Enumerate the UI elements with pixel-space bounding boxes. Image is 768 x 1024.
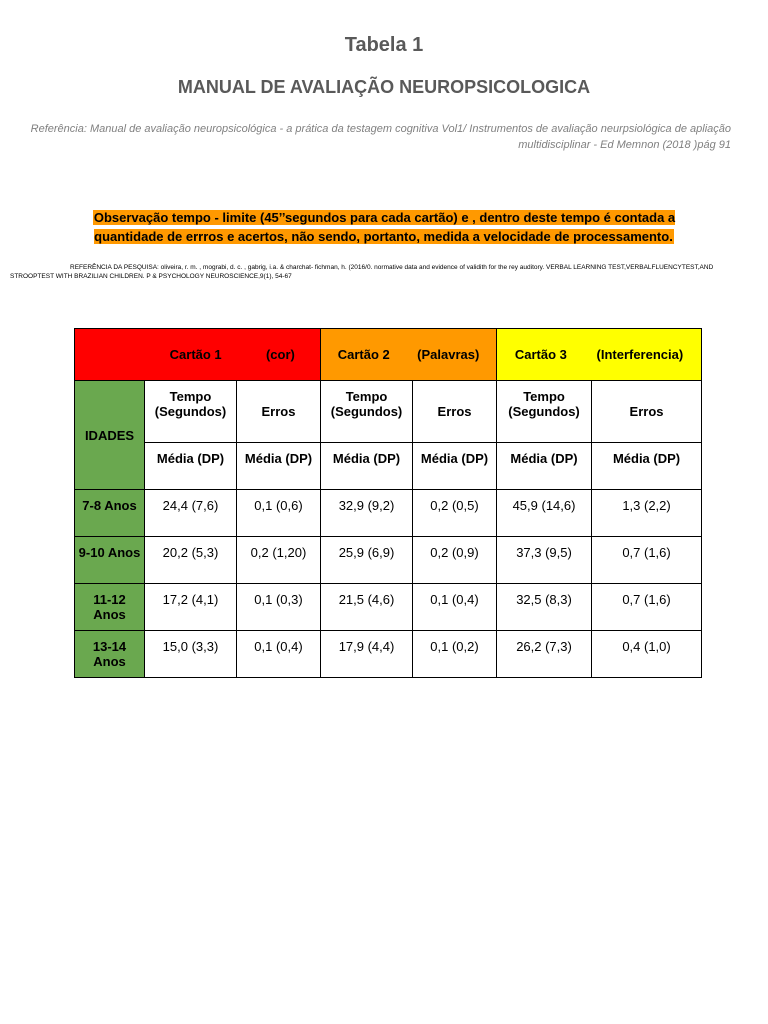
card1-header: [145, 329, 321, 381]
manual-title: MANUAL DE AVALIAÇÃO NEUROPSICOLOGICA: [177, 77, 591, 97]
observation-note: [62, 208, 706, 246]
value-cell: 21,5 (4,6): [321, 584, 413, 631]
observation-text: Observação tempo - limite (45’’segundos para cada cartão) e , dentro deste tempo é contada a quantidade de errros e acertos, não sendo, portanto, medida a velocidade de processamento.: [93, 210, 676, 244]
value-cell: 0,1 (0,4): [237, 631, 321, 678]
card2-name: Cartão 2: [337, 347, 390, 362]
value-cell: 0,2 (1,20): [237, 537, 321, 584]
manual-reference: Referência: Manual de avaliação neuropsicológica - a prática da testagem cognitiva Vol1/ Instrumentos de avaliação neurpsiológica de apliação multidisciplinar - Ed Memnon (2018 )pág 91: [30, 123, 731, 151]
value-cell: 25,9 (6,9): [321, 537, 413, 584]
card3-errors-header: Erros: [592, 381, 702, 443]
value-cell: 17,9 (4,4): [321, 631, 413, 678]
value-cell: 15,0 (3,3): [145, 631, 237, 678]
age-group-cell: 7-8 Anos: [75, 490, 145, 537]
value-cell: 0,7 (1,6): [592, 584, 702, 631]
norms-table: [74, 328, 702, 678]
value-cell: 0,4 (1,0): [592, 631, 702, 678]
card2-time-header: Tempo (Segundos): [321, 381, 413, 443]
value-cell: 32,5 (8,3): [497, 584, 592, 631]
value-cell: 0,1 (0,2): [413, 631, 497, 678]
card1-name: Cartão 1: [169, 347, 222, 362]
card1-type: (cor): [265, 347, 295, 362]
card2-errors-stat: Média (DP): [413, 443, 497, 490]
card3-header: [497, 329, 702, 381]
card-header-row: [75, 329, 702, 381]
age-group-cell: 13-14 Anos: [75, 631, 145, 678]
card1-errors-header: Erros: [237, 381, 321, 443]
card2-errors-header: Erros: [413, 381, 497, 443]
research-reference: REFERÊNCIA DA PESQUISA: oliveira, r. m. , mograbi, d. c. , gabrig, i.a. & charchat- fichman, h. (2016/0. normative data and evidence of validith for the rey auditory. VERBAL LEARNING TEST,VERBALFLUENCYTEST,AND STROOPTEST WITH BRAZILIAN CHILDREN. P & PSYCHOLOGY NEUROSCIENCE,9(1), 54-67: [10, 264, 714, 280]
value-cell: 1,3 (2,2): [592, 490, 702, 537]
card3-type: (Interferencia): [596, 347, 684, 362]
card3-time-stat: Média (DP): [497, 443, 592, 490]
value-cell: 17,2 (4,1): [145, 584, 237, 631]
card2-time-stat: Média (DP): [321, 443, 413, 490]
card-header-corner: [75, 329, 145, 381]
card3-errors-stat: Média (DP): [592, 443, 702, 490]
stat-header-row: [75, 443, 702, 490]
value-cell: 0,2 (0,9): [413, 537, 497, 584]
value-cell: 0,1 (0,3): [237, 584, 321, 631]
value-cell: 0,1 (0,6): [237, 490, 321, 537]
age-group-cell: 9-10 Anos: [75, 537, 145, 584]
table-row: [75, 584, 702, 631]
card3-time-header: Tempo (Segundos): [497, 381, 592, 443]
value-cell: 32,9 (9,2): [321, 490, 413, 537]
table-row: [75, 537, 702, 584]
value-cell: 0,1 (0,4): [413, 584, 497, 631]
card2-header: [321, 329, 497, 381]
page-title: Tabela 1: [344, 34, 424, 56]
card3-name: Cartão 3: [514, 347, 567, 362]
value-cell: 20,2 (5,3): [145, 537, 237, 584]
card1-time-header: Tempo (Segundos): [145, 381, 237, 443]
value-cell: 0,2 (0,5): [413, 490, 497, 537]
value-cell: 45,9 (14,6): [497, 490, 592, 537]
age-group-cell: 11-12 Anos: [75, 584, 145, 631]
value-cell: 0,7 (1,6): [592, 537, 702, 584]
ages-header: IDADES: [75, 381, 145, 490]
measure-header-row: [75, 381, 702, 443]
value-cell: 24,4 (7,6): [145, 490, 237, 537]
card2-type: (Palavras): [417, 347, 480, 362]
table-row: [75, 631, 702, 678]
card1-time-stat: Média (DP): [145, 443, 237, 490]
card1-errors-stat: Média (DP): [237, 443, 321, 490]
value-cell: 37,3 (9,5): [497, 537, 592, 584]
value-cell: 26,2 (7,3): [497, 631, 592, 678]
table-row: [75, 490, 702, 537]
